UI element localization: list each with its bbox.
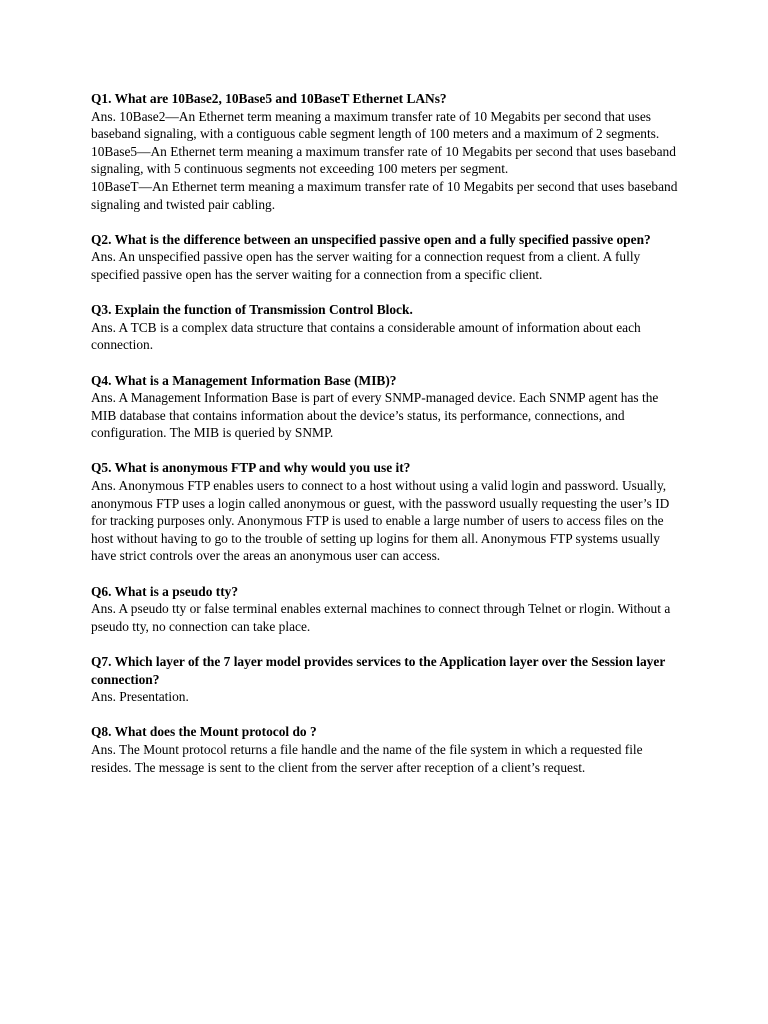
qa-item-2 xyxy=(91,231,681,284)
qa-item-1 xyxy=(91,90,681,213)
question-4: Q4. What is a Management Information Base (MIB)? xyxy=(91,372,397,388)
question-8: Q8. What does the Mount protocol do ? xyxy=(91,724,317,740)
answer-1-paragraph-3: 10BaseT—An Ethernet term meaning a maximum transfer rate of 10 Megabits per second that uses baseband signaling and twisted pair cabling. xyxy=(91,178,678,212)
qa-item-6 xyxy=(91,583,681,636)
answer-7: Ans. Presentation. xyxy=(91,689,189,705)
answer-6: Ans. A pseudo tty or false terminal enables external machines to connect through Telnet or rlogin. Without a pseudo tty, no connection can take place. xyxy=(91,601,671,634)
answer-4: Ans. A Management Information Base is part of every SNMP-managed device. Each SNMP agent has the MIB database that contains information about the device’s status, its performance, connections, and configuration. The MIB is queried by SNMP. xyxy=(91,390,659,441)
qa-item-5 xyxy=(91,459,681,565)
answer-1-paragraph-2: 10Base5—An Ethernet term meaning a maximum transfer rate of 10 Megabits per second that uses baseband signaling, with 5 continuous segments not exceeding 100 meters per segment. xyxy=(91,143,676,177)
answer-8: Ans. The Mount protocol returns a file handle and the name of the file system in which a requested file resides. The message is sent to the client from the server after reception of a client’s request. xyxy=(91,741,643,775)
question-2: Q2. What is the difference between an unspecified passive open and a fully specified passive open? xyxy=(91,231,651,247)
question-5: Q5. What is anonymous FTP and why would you use it? xyxy=(91,460,411,476)
answer-5: Ans. Anonymous FTP enables users to connect to a host without using a valid login and password. Usually, anonymous FTP uses a login called anonymous or guest, with the password usually requesting the user’s ID for tracking purposes only. Anonymous FTP is used to enable a large number of users to access files on the host without having to go to the trouble of setting up logins for them all. Anonymous FTP systems usually have strict controls over the areas an anonymous user can access. xyxy=(91,478,670,564)
qa-item-3 xyxy=(91,301,681,354)
question-7: Q7. Which layer of the 7 layer model provides services to the Application layer over the Session layer connection? xyxy=(91,654,666,687)
question-1: Q1. What are 10Base2, 10Base5 and 10BaseT Ethernet LANs? xyxy=(91,91,447,106)
qa-item-4 xyxy=(91,372,681,442)
question-6: Q6. What is a pseudo tty? xyxy=(91,583,239,599)
qa-item-7 xyxy=(91,653,681,706)
answer-3: Ans. A TCB is a complex data structure that contains a considerable amount of information about each connection. xyxy=(91,319,641,353)
document-page xyxy=(91,90,681,794)
answer-2: Ans. An unspecified passive open has the server waiting for a connection request from a client. A fully specified passive open has the server waiting for a connection from a specific client. xyxy=(91,249,641,282)
answer-1-paragraph-1: Ans. 10Base2—An Ethernet term meaning a maximum transfer rate of 10 Megabits per second that uses baseband signaling, with a contiguous cable segment length of 100 meters and a maximum of 2 segments. xyxy=(91,108,660,142)
qa-item-8 xyxy=(91,723,681,776)
question-3: Q3. Explain the function of Transmission Control Block. xyxy=(91,302,413,318)
